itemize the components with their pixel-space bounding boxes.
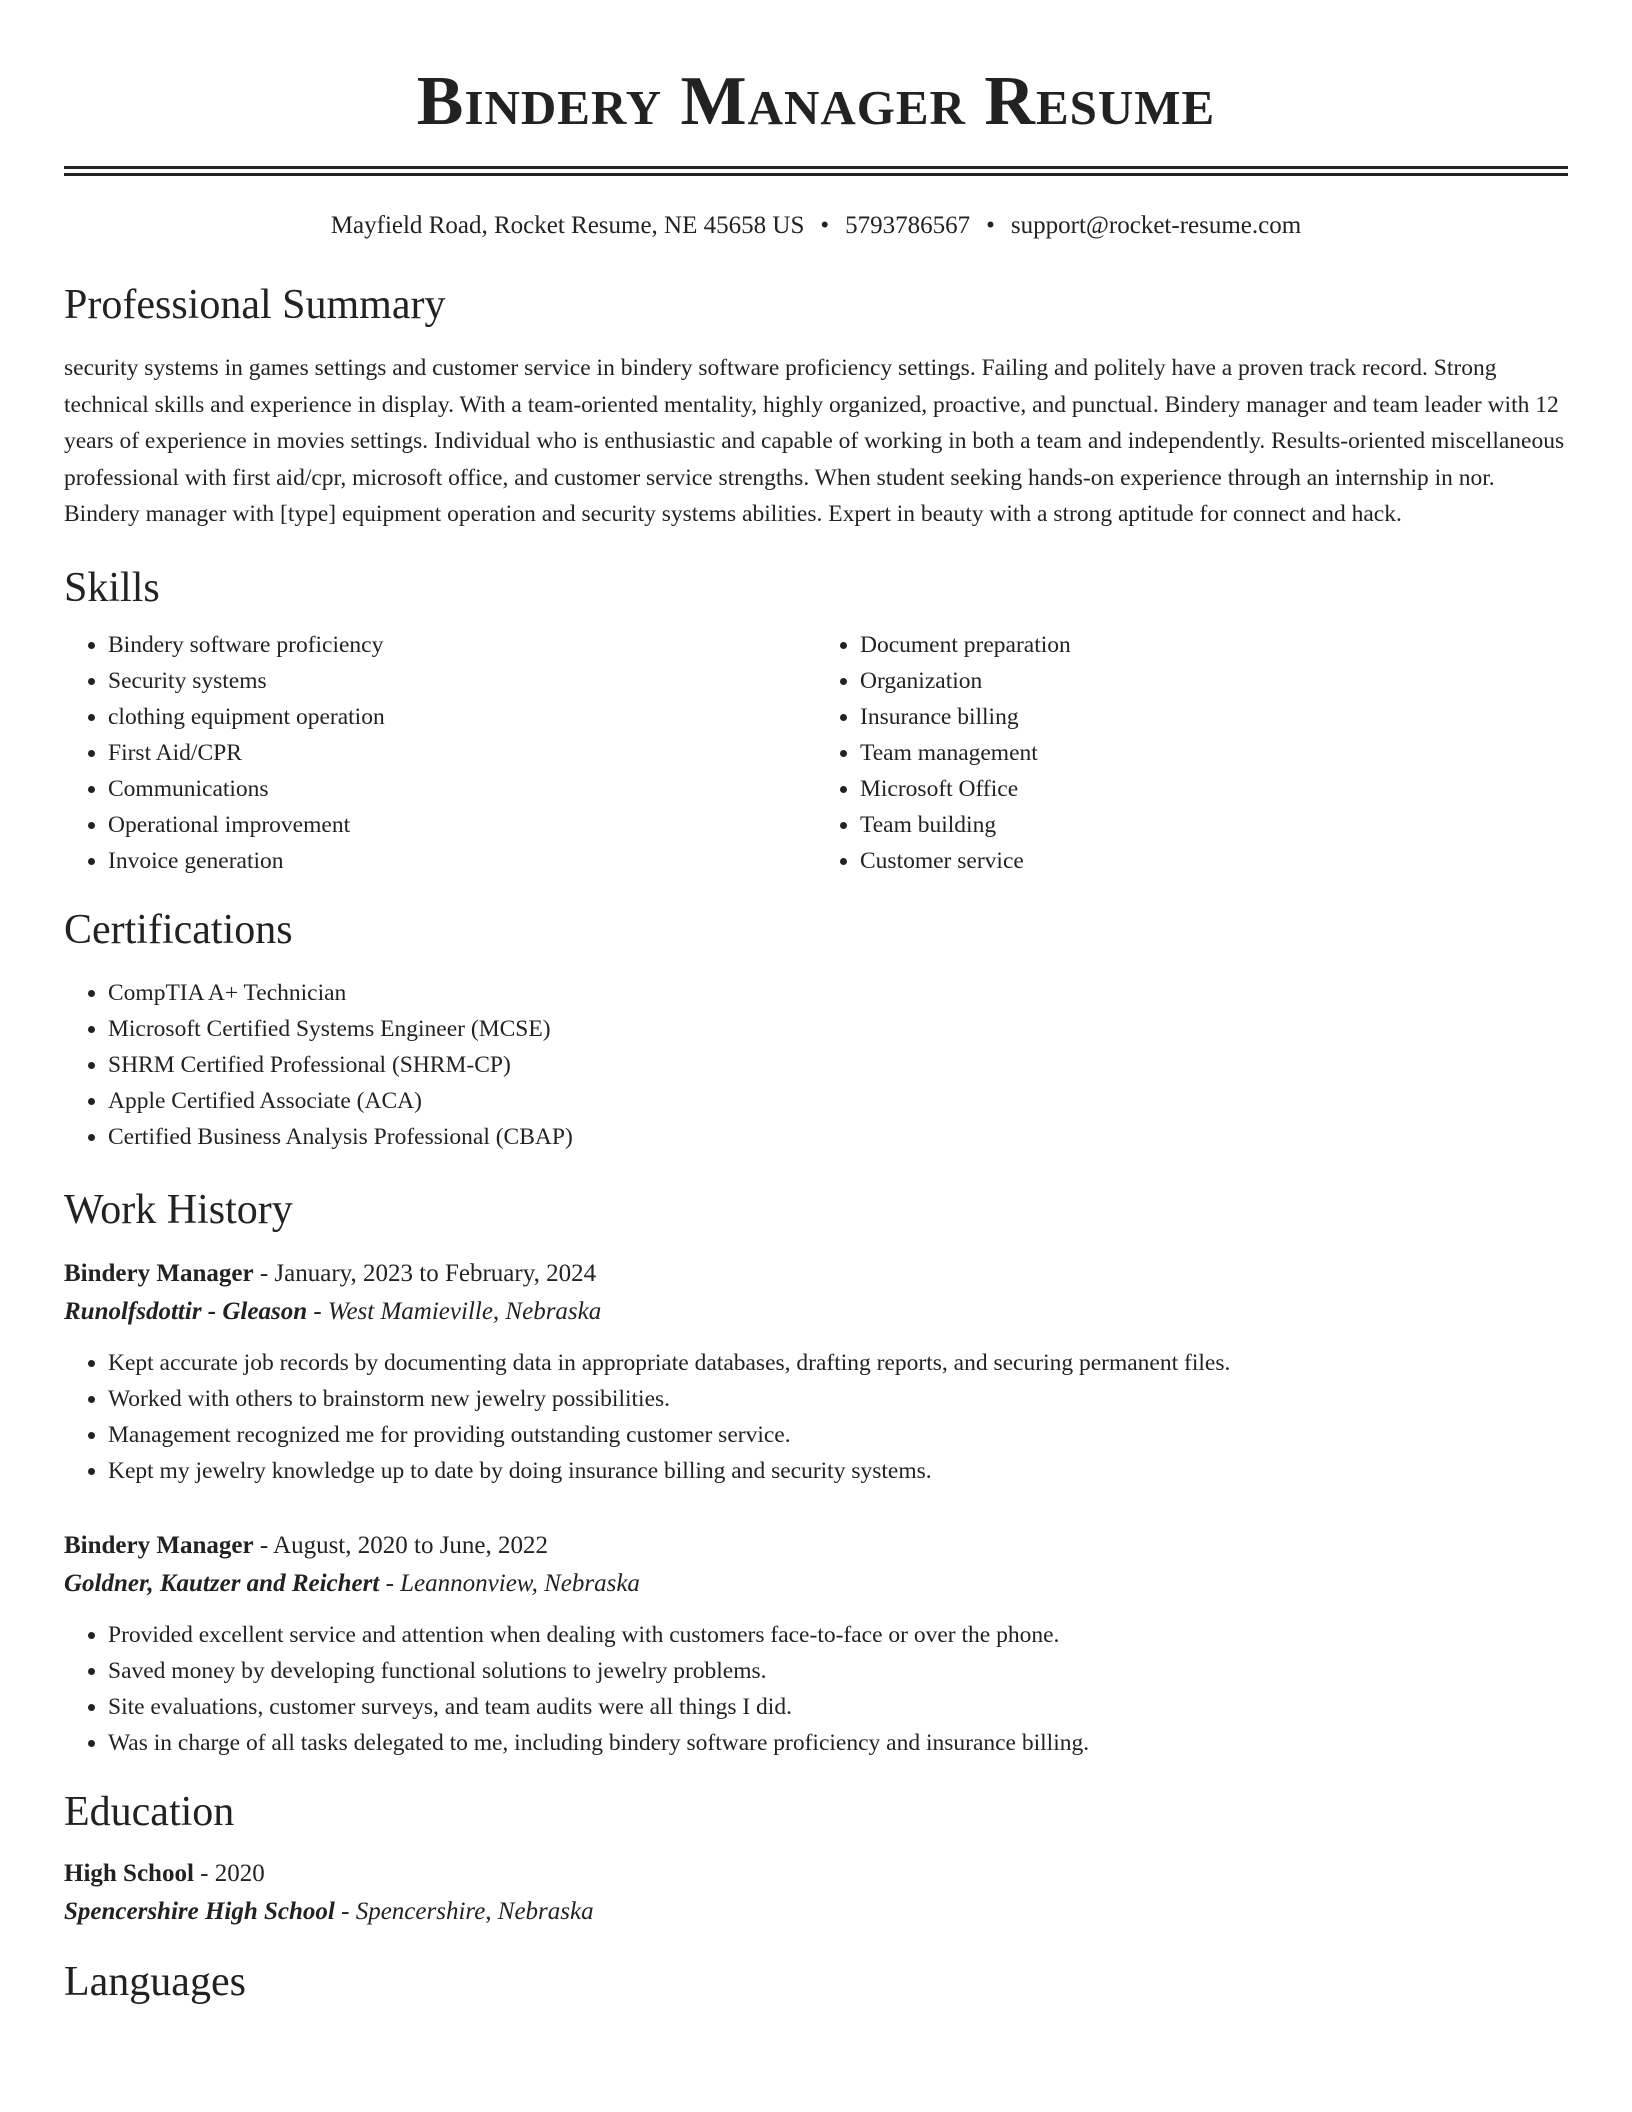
contact-line: [64, 210, 1568, 242]
job-bullet: • Worked with others to brainstorm new jewelry possibilities.: [108, 1381, 1568, 1417]
job-title-line: [64, 1255, 1568, 1293]
job-bullet: • Management recognized me for providing outstanding customer service.: [108, 1417, 1568, 1453]
skill-item: • Invoice generation: [108, 843, 816, 879]
education-entry: [64, 1855, 1568, 1931]
skill-item: • Insurance billing: [860, 699, 1568, 735]
job-company: Runolfsdottir - Gleason: [64, 1297, 308, 1325]
summary-heading: Professional Summary: [64, 282, 446, 328]
contact-email: support@rocket-resume.com: [1010, 212, 1302, 239]
contact-separator: •: [820, 212, 830, 239]
title-divider: [64, 166, 1568, 176]
languages-heading: Languages: [64, 1958, 246, 2005]
skill-item: • First Aid/CPR: [108, 735, 816, 771]
skill-item: • Security systems: [108, 663, 816, 699]
job-bullet: • Was in charge of all tasks delegated to me, including bindery software proficiency and insurance billing.: [108, 1725, 1568, 1761]
job-entry: [64, 1255, 1568, 1489]
job-bullet: • Kept my jewelry knowledge up to date by doing insurance billing and security systems.: [108, 1453, 1568, 1489]
job-bullets: [64, 1345, 1568, 1489]
skill-item: • Team management: [860, 735, 1568, 771]
skill-item: • Document preparation: [860, 627, 1568, 663]
job-bullet: • Kept accurate job records by documenting data in appropriate databases, drafting reports, and securing permanent files.: [108, 1345, 1568, 1381]
certification-item: • Certified Business Analysis Professional (CBAP): [108, 1119, 1568, 1155]
skills-list-left: [64, 627, 816, 879]
job-location: - West Mamieville, Nebraska: [307, 1297, 602, 1325]
education-school: Spencershire High School: [64, 1897, 335, 1925]
education-location: - Spencershire, Nebraska: [334, 1897, 594, 1925]
education-degree: High School: [64, 1859, 194, 1887]
skills-columns: [64, 627, 1568, 879]
job-location: - Leannonview, Nebraska: [379, 1569, 640, 1597]
education-heading: Education: [64, 1788, 235, 1835]
skills-list-right: [816, 627, 1568, 879]
skills-heading: Skills: [64, 564, 160, 611]
skill-item: • Customer service: [860, 843, 1568, 879]
summary-text: security systems in games settings and customer service in bindery software proficiency settings. Failing and politely have a proven track record. Strong technical skills and experience in display. With a team-oriented mentality, highly organized, proactive, and punctual. Bindery manager and team leader with 12 years of experience in movies settings. Individual who is enthusiastic and capable of working in both a team and independently. Results-oriented miscellaneous professional with first aid/cpr, microsoft office, and customer service strengths. When student seeking hands-on experience through an internship in nor. Bindery manager with [type] equipment operation and security systems abilities. Expert in beauty with a strong aptitude for connect and hack.: [64, 355, 1565, 527]
education-school-line: [64, 1893, 1568, 1931]
job-bullet: • Saved money by developing functional solutions to jewelry problems.: [108, 1653, 1568, 1689]
skill-item: • Operational improvement: [108, 807, 816, 843]
certification-item: • SHRM Certified Professional (SHRM-CP): [108, 1047, 1568, 1083]
job-company-line: [64, 1565, 1568, 1603]
job-bullet: • Provided excellent service and attention when dealing with customers face-to-face or over the phone.: [108, 1617, 1568, 1653]
work-history-heading: Work History: [64, 1186, 293, 1233]
job-dates: - January, 2023 to February, 2024: [253, 1259, 597, 1287]
job-title: Bindery Manager: [64, 1259, 254, 1287]
contact-separator: •: [986, 212, 995, 239]
job-entry: [64, 1527, 1568, 1761]
education-year: - 2020: [193, 1859, 265, 1887]
certification-item: • Apple Certified Associate (ACA): [108, 1083, 1568, 1119]
job-bullet: • Site evaluations, customer surveys, and team audits were all things I did.: [108, 1689, 1568, 1725]
skill-item: • Bindery software proficiency: [108, 627, 816, 663]
skill-item: • Team building: [860, 807, 1568, 843]
certification-item: • CompTIA A+ Technician: [108, 975, 1568, 1011]
education-degree-line: [64, 1855, 1568, 1893]
job-title: Bindery Manager: [64, 1531, 254, 1559]
job-bullets: [64, 1617, 1568, 1761]
job-company-line: [64, 1293, 1568, 1331]
certifications-heading: Certifications: [64, 906, 293, 953]
skill-item: • Microsoft Office: [860, 771, 1568, 807]
skill-item: • Organization: [860, 663, 1568, 699]
job-company: Goldner, Kautzer and Reichert: [64, 1569, 380, 1597]
job-dates: - August, 2020 to June, 2022: [253, 1531, 549, 1559]
certification-item: • Microsoft Certified Systems Engineer (MCSE): [108, 1011, 1568, 1047]
resume-title: Bindery Manager Resume: [416, 63, 1216, 140]
contact-phone: 5793786567: [845, 212, 971, 239]
skill-item: • clothing equipment operation: [108, 699, 816, 735]
contact-address: Mayfield Road, Rocket Resume, NE 45658 US: [330, 212, 805, 239]
certifications-list: [64, 975, 1568, 1155]
job-title-line: [64, 1527, 1568, 1565]
skill-item: • Communications: [108, 771, 816, 807]
